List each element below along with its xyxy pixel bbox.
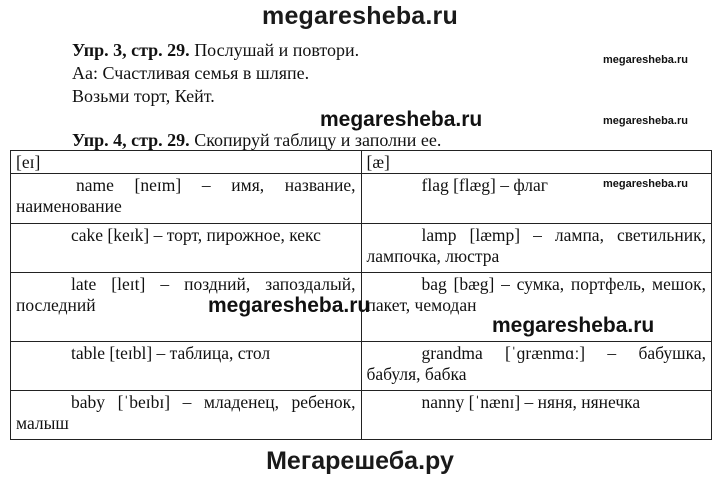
exercise-3-instruction: Послушай и повтори. [194, 40, 360, 60]
table-cell-ae: flag [flæg] – флаг [361, 174, 712, 223]
exercise-3-line-1: Aa: Счастливая семья в шляпе. [72, 63, 310, 83]
table-cell-ae: lamp [læmp] – лампа, светильник, лампочка, люстра [361, 223, 712, 272]
table-row [11, 390, 712, 439]
exercise-3-line-2: Возьми торт, Кейт. [72, 86, 215, 106]
watermark-overlay: megaresheba.ru [492, 314, 655, 337]
watermark-overlay: megaresheba.ru [320, 108, 483, 131]
exercise-3-label: Упр. 3, стр. 29. [72, 40, 190, 60]
table-row [11, 341, 712, 390]
table-header-ae: [æ] [361, 151, 712, 174]
table-cell-ae: bag [bæg] – сумка, портфель, мешок, пакет, чемодан [361, 272, 712, 341]
watermark-small: megaresheba.ru [603, 115, 688, 127]
exercise-4-label: Упр. 4, стр. 29. [72, 130, 190, 150]
table-cell-ei: table [teɪbl] – таблица, стол [11, 341, 362, 390]
table-cell-ei: late [leɪt] – поздний, запоздалый, последний [11, 272, 362, 341]
table-cell-ei: baby [ˈbeɪbɪ] – младенец, ребенок, малыш [11, 390, 362, 439]
exercise-3-heading [72, 38, 359, 62]
table-cell-ei: name [neɪm] – имя, название, наименование [11, 174, 362, 223]
table-header-row [11, 151, 712, 174]
watermark-overlay: megaresheba.ru [208, 294, 371, 317]
table-cell-ae: grandma [ˈɡrænmɑː] – бабушка, бабуля, бабка [361, 341, 712, 390]
watermark-small: megaresheba.ru [603, 54, 688, 66]
watermark-small: megaresheba.ru [603, 178, 688, 190]
watermark-top: megaresheba.ru [262, 2, 458, 30]
exercise-4-instruction: Скопируй таблицу и заполни ее. [194, 130, 442, 150]
table-row [11, 223, 712, 272]
table-cell-ei: cake [keɪk] – торт, пирожное, кекс [11, 223, 362, 272]
table-cell-ae: nanny [ˈnænɪ] – няня, нянечка [361, 390, 712, 439]
watermark-bottom: Мегарешеба.ру [266, 447, 454, 475]
table-header-ei: [eɪ] [11, 151, 362, 174]
